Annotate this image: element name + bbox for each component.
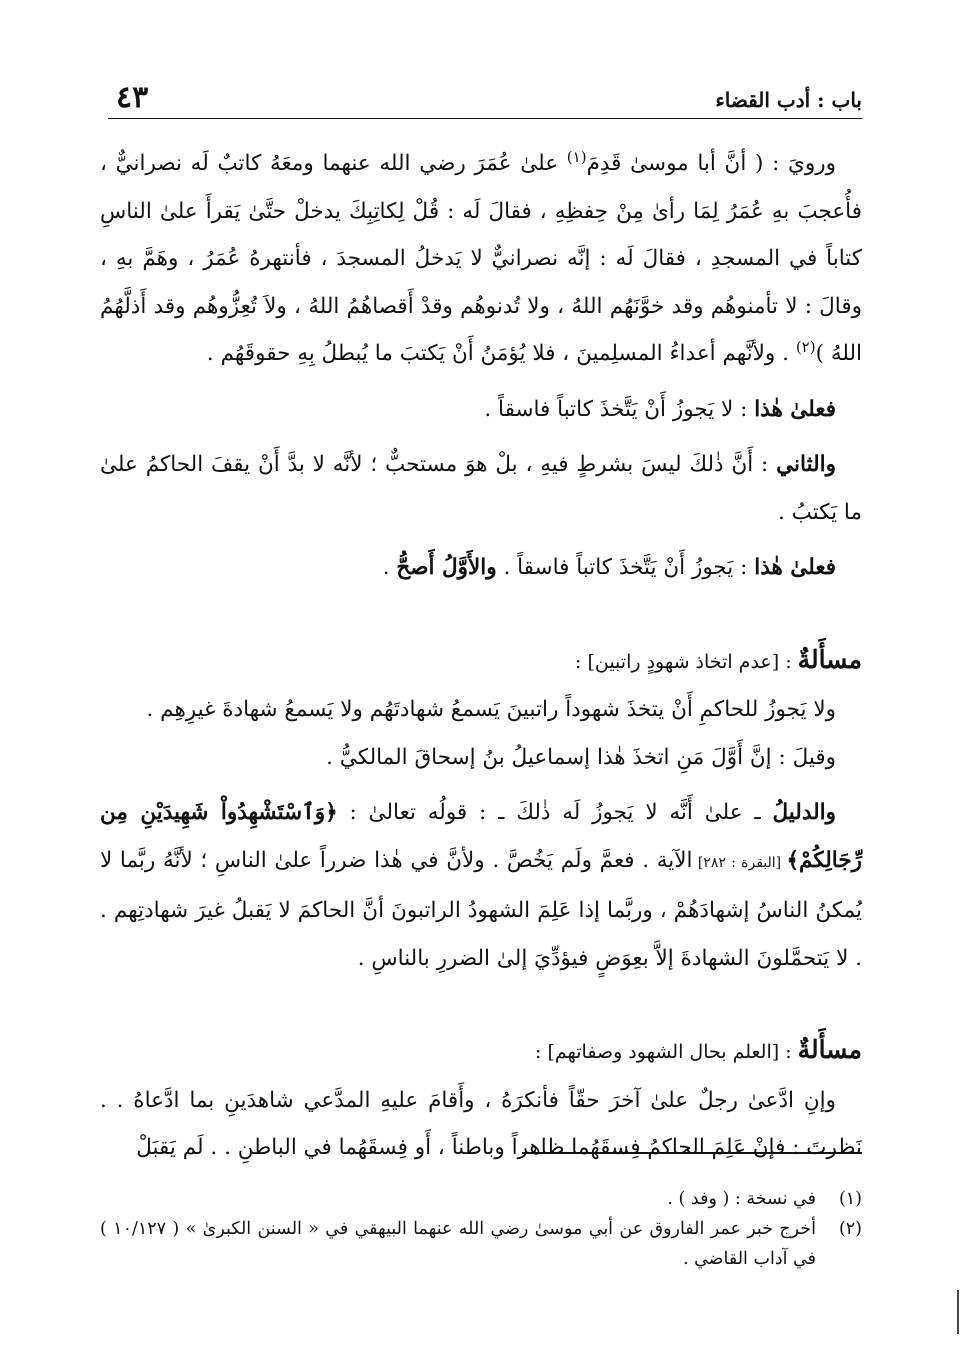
- page-header: [108, 80, 862, 119]
- paragraph-witness-rule: ولا يَجوزُ للحاكمِ أَنْ يتخذَ شهوداً راتبينَ يَسمعُ شهادتَهُم ولا يَسمعُ شهادةَ غيرِهِم .: [146, 697, 836, 722]
- surah-reference: [البقرة : ٢٨٢]: [692, 854, 787, 871]
- second-view-lead: والثاني: [776, 452, 836, 477]
- footnote-number: (٢): [838, 1219, 862, 1239]
- paragraph-evidence: [100, 789, 862, 982]
- page-number: ٤٣: [116, 80, 149, 115]
- preferred-view: والأَوَّلُ أَصحُّ: [396, 555, 497, 580]
- footnote-number: (١): [838, 1189, 862, 1209]
- masala-title-1: : [عدم اتخاذ شهودٍ راتبين] :: [575, 650, 798, 673]
- masala-heading-1: [100, 636, 862, 687]
- footnote-ref-2[interactable]: (٢): [795, 337, 816, 356]
- paragraph-first-to-adopt: وقيلَ : إنَّ أَوَّلَ مَنِ اتخذَ هٰذا إسماعيلُ بنُ إسحاقَ المالكيُّ .: [326, 744, 836, 770]
- footnote-text: في نسخة : ( وفد ) .: [667, 1189, 816, 1209]
- narration-text-b: علىٰ عُمَرَ رضي الله عنهما ومعَهُ كاتبٌ لَه نصرانيٌّ ، فأُعجبَ بهِ عُمَرُ لِمَا رأىٰ مِنْ حِفظِهِ ، فقالَ لَه : قُلْ لِكاتِبِكَ يدخلْ حتَّىٰ يَقرأَ علىٰ الناسِ كتاباً في المسجدِ ، فقالَ لَه : إنَّه نصرانيٌّ لا يَدخلُ المسجدَ ، فأنتهرهُ عُمَرُ ، وهَمَّ بهِ ، وقالَ : لا تأمنوهُم وقد خوَّنَهُم اللهُ ، ولا تُدنوهُم وقدْ أَقصاهُمُ اللهُ ، ولاَ تُعِزُّوهُم وقد أَذلَّهُمُ اللهُ ): [100, 151, 862, 366]
- footnote-divider: [522, 1152, 862, 1154]
- footnote-1: [100, 1184, 862, 1214]
- footnote-ref-1[interactable]: (١): [566, 147, 587, 166]
- footnotes: [100, 1184, 862, 1274]
- masala-heading-2: [100, 1026, 862, 1077]
- quran-verse: ﴿وَٱسْتَشْهِدُواْ شَهِيدَيْنِ مِن رِّجَالِكُمْ﴾: [100, 800, 862, 873]
- second-ruling-text: : يَجوزُ أَنْ يَتَّخذَ كاتباً فاسقاً .: [496, 555, 755, 580]
- paragraph-claim: وإنِ ادَّعىٰ رجلٌ علىٰ آخرَ حقّاً فأنكرَهُ ، وأَقامَ عليهِ المدَّعي شاهدَينِ بما ادَّعاهُ . . نَظرتَ : فإنْ عَلِمَ الحاكمُ فِسقَهُما ظاهراً وباطناً ، أَو فِسقَهُما في الباطنِ . . لَم يَقبَلْ: [100, 1087, 862, 1160]
- evidence-text-a: ـ علىٰ أَنَّه لا يَجوزُ لَه ذٰلكَ ـ : قولُه تعالىٰ :: [337, 800, 773, 825]
- masala-title-2: : [العلم بحال الشهود وصفاتهم] :: [535, 1041, 798, 1063]
- narration-text-c: . ولأنَّهم أعداءُ المسلِمينَ ، فلا يُؤمَنُ أَنْ يَكتبَ ما يُبطلُ بِهِ حقوقَهُم .: [206, 341, 796, 366]
- narration-text-a: ورويَ : ( أنَّ أبا موسىٰ قَدِمَ: [586, 151, 836, 176]
- first-ruling-text: : لا يَجوزُ أَنْ يَتَّخذَ كاتباً فاسقاً .: [484, 396, 755, 422]
- scan-edge-mark: [957, 1290, 959, 1334]
- running-title: باب : أدب القضاء: [715, 88, 862, 112]
- evidence-lead: والدليلُ: [772, 800, 837, 825]
- footnote-text: أخرج خبر عمر الفاروق عن أبي موسىٰ رضي الله عنهما البيهقي في « السنن الكبرىٰ » ( ١٠/١٢٧ ) في آداب القاضي .: [100, 1219, 816, 1269]
- second-view-text: : أَنَّ ذٰلكَ ليسَ بشرطٍ فيهِ ، بلْ هوَ مستحبٌّ ؛ لأنَّه لا بدَّ أَنْ يقفَ الحاكمُ علىٰ ما يَكتبُ .: [100, 452, 862, 525]
- paragraph-second-view: [100, 441, 862, 536]
- main-text: [100, 140, 862, 1172]
- paragraph-narration: [100, 140, 862, 378]
- masala-word-2: مسأَلةٌ: [797, 1035, 862, 1064]
- masala-word-1: مسأَلةٌ: [797, 644, 862, 674]
- footnote-2: [100, 1214, 862, 1274]
- paragraph-first-ruling: [100, 386, 862, 434]
- second-ruling-lead: فعلىٰ هٰذا: [754, 555, 836, 580]
- second-ruling-end: .: [382, 555, 397, 580]
- paragraph-second-ruling: [100, 544, 862, 592]
- first-ruling-lead: فعلىٰ هٰذا: [754, 396, 836, 422]
- evidence-text-b: الآية . فعمَّ ولَم يَخُصَّ . ولأنَّ في هٰذا ضرراً علىٰ الناسِ ؛ لأنَّهُ ربَّما لا يُمكنُ الناسُ إشهادَهُمْ ، وربَّما إذا عَلِمَ الشهودُ الراتبونَ أنَّ الحاكمَ لا يَقبلُ غيرَ شهادتِهم . . لا يَتحمَّلونَ الشهادةَ إلاَّ بعِوَضٍ فيؤدِّيَ إلىٰ الضررِ بالناسِ .: [100, 847, 862, 971]
